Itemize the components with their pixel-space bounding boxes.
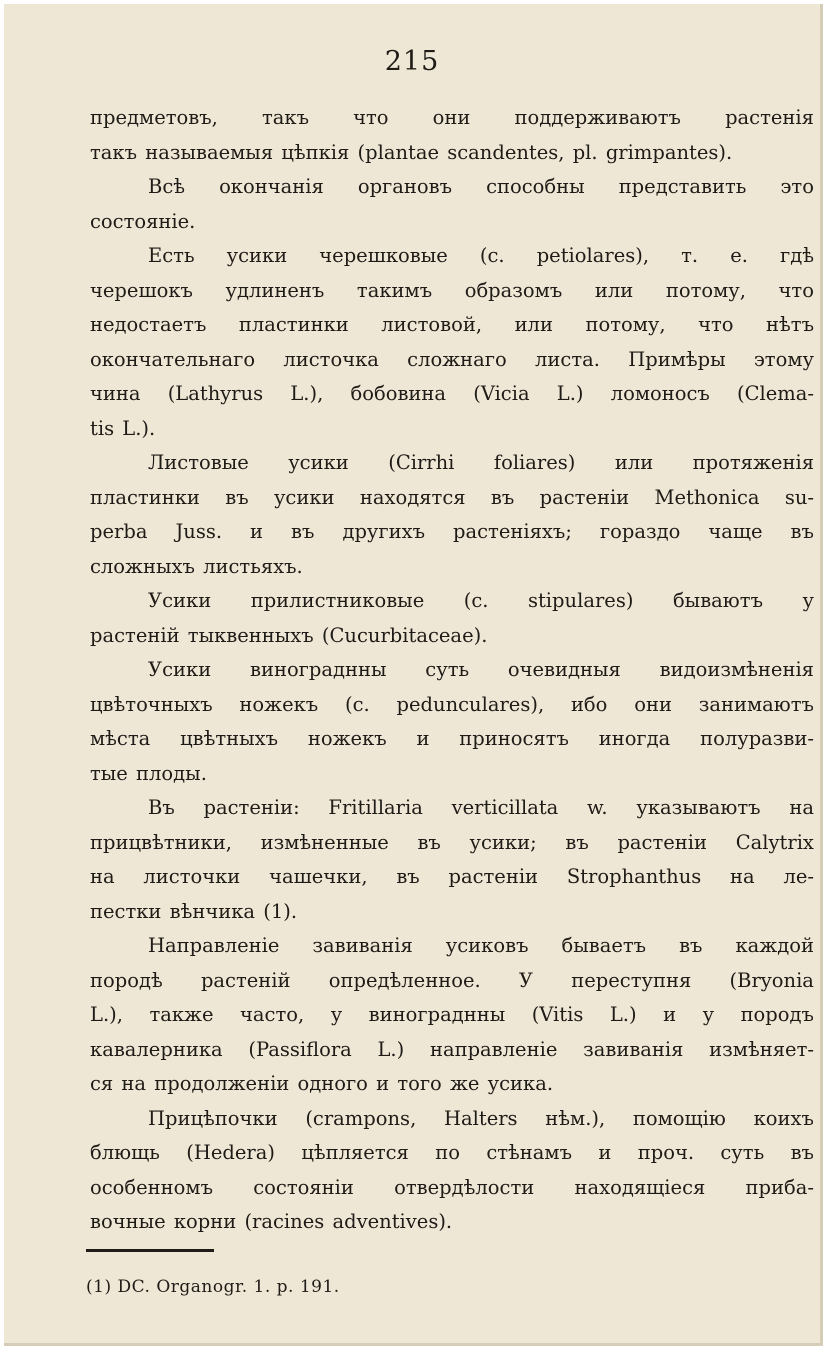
text-line <box>90 722 814 757</box>
text-line <box>90 343 814 378</box>
word: scandentes, <box>447 140 565 164</box>
word: su- <box>784 485 814 509</box>
text-line <box>90 860 814 895</box>
word: (c. <box>345 692 370 716</box>
word: что <box>778 278 814 302</box>
word: или <box>514 313 553 336</box>
word: часто, <box>240 1003 305 1026</box>
word: продолженіи <box>154 1072 290 1095</box>
word: (Cucurbitaceae). <box>321 623 488 647</box>
word: удлиненъ <box>225 278 325 302</box>
word: органовъ <box>357 175 453 198</box>
word: ле- <box>783 865 814 888</box>
word: предметовъ, <box>90 106 218 129</box>
word: (1). <box>263 899 298 923</box>
word: цѣпкія <box>281 140 350 164</box>
word: чина <box>90 382 141 405</box>
text-line <box>90 964 814 999</box>
text-line <box>90 619 814 654</box>
word: grimpantes). <box>605 140 733 164</box>
word: Направленіе <box>148 934 280 957</box>
word: измѣненные <box>260 830 389 854</box>
word: отвердѣлости <box>394 1175 535 1199</box>
word: корни <box>173 1210 237 1233</box>
word: (plantae <box>357 140 440 164</box>
word: приба- <box>745 1175 814 1199</box>
word: Juss. <box>175 520 223 543</box>
word: окончательнаго <box>90 347 256 371</box>
word: плоды. <box>136 761 207 785</box>
word: бываютъ <box>672 589 763 612</box>
word: или <box>594 278 634 302</box>
word: гораздо <box>599 520 681 543</box>
word: пластинки <box>238 313 349 336</box>
word: Всѣ <box>148 175 186 198</box>
word: полуразви- <box>700 727 814 750</box>
word: L.) <box>556 382 584 405</box>
word: они <box>432 106 471 129</box>
word: у <box>802 589 814 612</box>
text-line <box>90 895 814 930</box>
word: и <box>250 520 264 543</box>
word: L.) <box>609 1003 637 1026</box>
word: Calytrix <box>735 830 814 854</box>
word: и <box>376 1072 390 1095</box>
word: что <box>698 313 734 336</box>
word: въ <box>291 520 315 543</box>
word: У <box>518 968 534 992</box>
word: (racines <box>244 1210 325 1233</box>
word: чаще <box>708 520 763 543</box>
text-line <box>90 170 814 205</box>
text-line <box>90 1102 814 1137</box>
text-line <box>90 101 814 136</box>
text-line <box>90 205 814 240</box>
text-line <box>90 791 814 826</box>
page-number: 215 <box>384 46 440 77</box>
word: (Bryonia <box>729 968 814 992</box>
word: прицвѣтники, <box>90 830 232 854</box>
word: усики <box>226 244 288 267</box>
word: ножекъ <box>307 727 387 750</box>
word: ся <box>90 1072 114 1095</box>
word: этому <box>753 347 814 371</box>
word: или <box>614 451 654 474</box>
word: растеніи <box>448 865 539 888</box>
word: L.) <box>377 1037 405 1061</box>
word: находящіеся <box>574 1175 706 1199</box>
word: въ <box>490 485 515 509</box>
word: нѣм.), <box>545 1106 606 1130</box>
word: Есть <box>148 244 195 267</box>
word: цѣпляется <box>301 1141 409 1164</box>
word: черешковые <box>319 244 448 267</box>
word: усики <box>288 451 349 474</box>
word: въ <box>417 830 441 854</box>
word: направленіе <box>429 1037 558 1061</box>
word: усиковъ <box>445 934 529 957</box>
word: чашечки, <box>269 865 368 888</box>
word: занимаютъ <box>698 692 814 716</box>
word: каждой <box>735 934 814 957</box>
word: листочка <box>283 347 379 371</box>
text-line <box>90 308 814 343</box>
word: въ <box>790 1141 814 1164</box>
word: пластинки <box>90 485 200 509</box>
text-line <box>90 653 814 688</box>
word: потому, <box>665 278 746 302</box>
word: (c. <box>479 244 505 267</box>
text-line <box>90 1033 814 1068</box>
word: состояніе. <box>90 209 196 233</box>
word: завиванія <box>312 934 413 957</box>
word: цвѣточныхъ <box>90 692 213 716</box>
word: растеніяхъ; <box>453 520 572 543</box>
word: L.), <box>90 1003 123 1026</box>
word: называемыя <box>145 140 274 164</box>
word: цвѣтныхъ <box>180 727 279 750</box>
word: того <box>397 1072 442 1095</box>
word: на <box>730 865 755 888</box>
word: по <box>435 1141 460 1164</box>
word: проч. <box>637 1141 695 1164</box>
word: Halters <box>443 1106 518 1130</box>
book-page <box>4 4 823 1346</box>
word: помощію <box>632 1106 726 1130</box>
word: (Cirrhi <box>388 451 455 474</box>
word: Methonica <box>654 485 760 509</box>
word: сложнаго <box>407 347 507 371</box>
word: Fritillaria <box>328 796 423 819</box>
word: блющь <box>90 1141 160 1164</box>
word: у <box>702 1003 715 1026</box>
word: L.), <box>290 382 324 405</box>
word: потому, <box>585 313 666 336</box>
footnote-rule <box>86 1249 214 1252</box>
word: въ <box>225 485 249 509</box>
word: находятся <box>359 485 466 509</box>
word: (crampons, <box>305 1106 417 1130</box>
word: L.). <box>122 416 156 440</box>
text-line <box>90 929 814 964</box>
word: что <box>353 106 389 129</box>
word: въ <box>790 520 814 543</box>
word: тыквенныхъ <box>187 623 314 647</box>
word: (Hedera) <box>186 1141 275 1164</box>
word: вѣнчика <box>169 899 256 923</box>
text-line <box>90 274 814 309</box>
word: поддерживаютъ <box>514 106 681 129</box>
word: т. <box>681 244 699 267</box>
word: ножекъ <box>239 692 319 716</box>
word: въ <box>679 934 703 957</box>
word: растеніи <box>617 830 708 854</box>
word: измѣняет- <box>709 1037 814 1061</box>
word: видоизмѣненія <box>659 658 814 681</box>
word: и <box>416 727 430 750</box>
word: указываютъ <box>636 796 761 819</box>
word: (Passiflora <box>248 1037 352 1061</box>
text-line <box>90 412 814 447</box>
word: же <box>449 1072 480 1095</box>
text-line <box>90 515 814 550</box>
word: растеніи <box>539 485 630 509</box>
word: пестки <box>90 899 162 923</box>
word: ломоносъ <box>610 382 710 405</box>
word: (Lathyrus <box>167 382 264 405</box>
word: опредѣленное. <box>328 968 481 992</box>
text-line <box>90 1171 814 1206</box>
word: винограднны <box>368 1003 506 1026</box>
word: ибо <box>570 692 608 716</box>
word: прилистниковые <box>250 589 425 612</box>
word: переступня <box>571 968 692 992</box>
word: Листовые <box>148 451 249 474</box>
word: такимъ <box>356 278 433 302</box>
word: окончанія <box>219 175 324 198</box>
word: это <box>780 175 814 198</box>
word: мѣста <box>90 727 151 750</box>
word: (Vicia <box>473 382 530 405</box>
text-line <box>90 377 814 412</box>
word: винограднны <box>249 658 387 681</box>
word: (Vitis <box>531 1003 584 1026</box>
word: тые <box>90 761 128 785</box>
word: суть <box>425 658 470 681</box>
text-line <box>90 550 814 585</box>
word: протяженія <box>692 451 814 474</box>
word: листьяхъ. <box>203 554 303 578</box>
word: листа. <box>535 347 600 371</box>
word: (c. <box>463 589 489 612</box>
word: foliares) <box>493 451 576 474</box>
body-text <box>90 101 814 1240</box>
text-line <box>90 998 814 1033</box>
word: tis <box>90 416 115 440</box>
word: усика. <box>487 1072 554 1095</box>
word: черешокъ <box>90 278 193 302</box>
word: Strophanthus <box>566 865 702 888</box>
text-line <box>90 584 814 619</box>
word: въ <box>565 830 589 854</box>
word: на <box>789 796 814 819</box>
word: суть <box>720 1141 765 1164</box>
word: растеніи: <box>203 796 300 819</box>
text-line <box>90 1067 814 1102</box>
word: также <box>149 1003 214 1026</box>
text-line <box>90 481 814 516</box>
word: усики; <box>469 830 537 854</box>
word: завиванія <box>583 1037 684 1061</box>
word: стѣнамъ <box>486 1141 572 1164</box>
word: листовой, <box>381 313 483 336</box>
word: другихъ <box>342 520 426 543</box>
text-line <box>90 757 814 792</box>
word: кавалерника <box>90 1037 223 1061</box>
word: такъ <box>261 106 309 129</box>
word: особенномъ <box>90 1175 213 1199</box>
word: растеній <box>90 623 180 647</box>
text-line <box>90 826 814 861</box>
word: verticillata <box>451 796 559 819</box>
footnote: (1) DC. Organogr. 1. p. 191. <box>86 1277 340 1297</box>
word: растенія <box>725 106 814 129</box>
word: вочные <box>90 1210 166 1233</box>
word: приносятъ <box>459 727 569 750</box>
word: на <box>121 1072 147 1095</box>
word: породѣ <box>90 968 163 992</box>
word: способны <box>486 175 585 198</box>
word: представить <box>618 175 747 198</box>
word: на <box>90 865 115 888</box>
word: такъ <box>90 140 138 164</box>
word: и <box>663 1003 677 1026</box>
word: pedunculares), <box>396 692 545 716</box>
word: Примѣры <box>628 347 726 371</box>
word: они <box>634 692 672 716</box>
word: породъ <box>740 1003 814 1026</box>
word: adventives). <box>332 1210 453 1233</box>
text-line <box>90 136 814 171</box>
word: petiolares), <box>536 244 650 267</box>
word: е. <box>730 244 748 267</box>
word: Усики <box>148 589 212 612</box>
text-line <box>90 239 814 274</box>
word: листочки <box>143 865 241 888</box>
word: бываетъ <box>561 934 647 957</box>
word: (Clema- <box>736 382 814 405</box>
text-line <box>90 1136 814 1171</box>
text-line <box>90 446 814 481</box>
word: Усики <box>148 658 212 681</box>
word: недостаетъ <box>90 313 207 336</box>
word: растеній <box>200 968 291 992</box>
word: сложныхъ <box>90 554 195 578</box>
word: Въ <box>148 796 175 819</box>
word: stipulares) <box>527 589 634 612</box>
word: въ <box>396 865 420 888</box>
word: Прицѣпочки <box>148 1106 278 1130</box>
word: w. <box>587 796 608 819</box>
word: у <box>330 1003 343 1026</box>
word: усики <box>273 485 335 509</box>
word: pl. <box>572 140 598 164</box>
text-line <box>90 688 814 723</box>
word: коихъ <box>753 1106 814 1130</box>
word: образомъ <box>464 278 563 302</box>
word: и <box>598 1141 612 1164</box>
word: одного <box>297 1072 368 1095</box>
word: гдѣ <box>780 244 814 267</box>
text-line <box>90 1205 814 1240</box>
word: perba <box>90 520 148 543</box>
word: бобовина <box>350 382 447 405</box>
word: нѣтъ <box>766 313 814 336</box>
word: состояніи <box>253 1175 354 1199</box>
word: иногда <box>598 727 671 750</box>
word: очевидныя <box>507 658 621 681</box>
